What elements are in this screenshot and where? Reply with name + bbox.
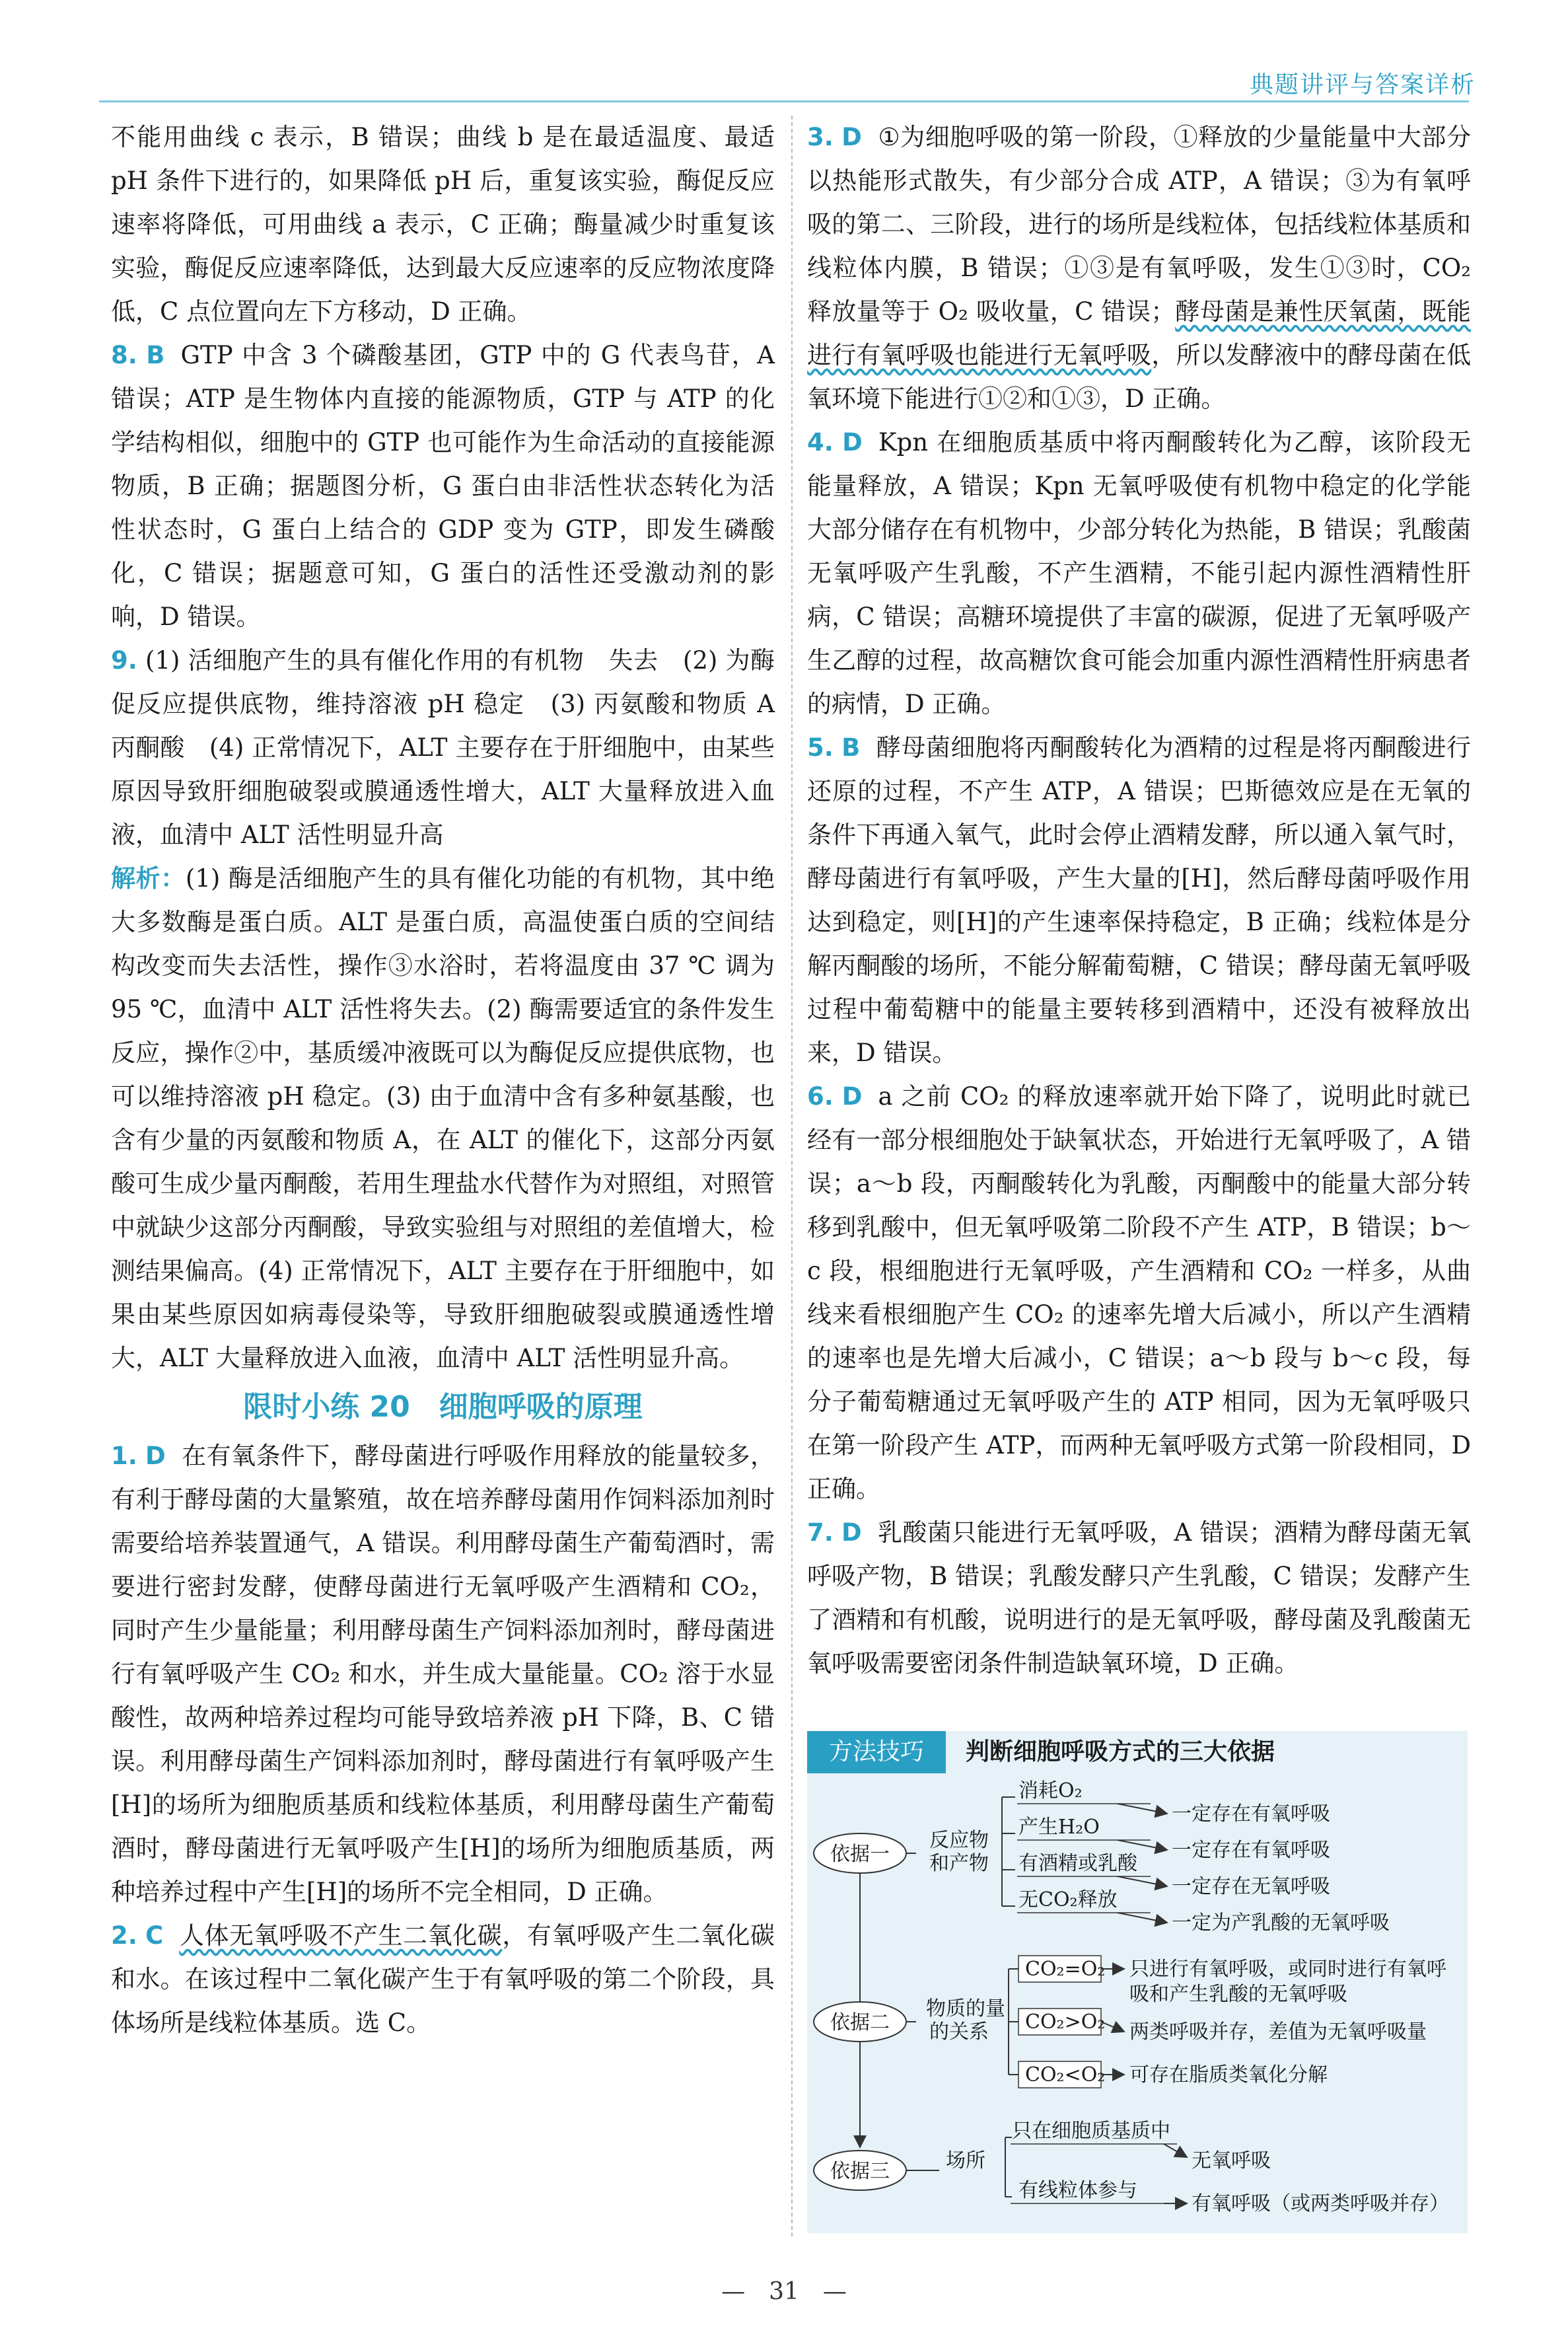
question-number: 9.: [111, 646, 137, 675]
b2-item-0: CO₂=O₂: [1025, 1958, 1106, 1981]
method-title: 判断细胞呼吸方式的三大依据: [966, 1738, 1275, 1765]
answer-text: a 之前 CO₂ 的释放速率就开始下降了，说明此时就已经有一部分根细胞处于缺氧状态，开始进行无氧呼吸了，A 错误；a～b 段，丙酮酸转化为乳酸，丙酮酸中的能量大部分转移到乳酸中，但无氧呼吸第二阶段不产生 ATP，B 错误；b～c 段，根细胞进行无氧呼吸，产生酒精和 CO₂ 一样多，从曲线来看根细胞产生 CO₂ 的速率先增大后减小，所以产生酒精的速率也是先增大后减小，C 错误；a～b 段与 b～c 段，每分子葡萄糖通过无氧呼吸产生的 ATP 相同，因为无氧呼吸只在第一阶段产生 ATP，而两种无氧呼吸方式第一阶段相同，D 正确。: [807, 1082, 1471, 1503]
basis1-bracket: [1002, 1797, 1015, 1906]
answer-7: [807, 1511, 1471, 1685]
analysis-text: (1) 酶是活细胞产生的具有催化功能的有机物，其中绝大多数酶是蛋白质。ALT 是蛋白质，高温使蛋白质的空间结构改变而失去活性，操作③水浴时，若将温度由 37 ℃ 调为 95 ℃，血清中 ALT 活性将失去。(2) 酶需要适宜的条件发生反应，操作②中，基质缓冲液既可以为酶促反应提供底物，也可以维持溶液 pH 稳定。(3) 由于血清中含有多种氨基酸，也含有少量的丙氨酸和物质 A，在 ALT 的催化下，这部分丙氨酸可生成少量丙酮酸，若用生理盐水代替作为对照组，对照管中就缺少这部分丙酮酸，导致实验组与对照组的差值增大，检测结果偏高。(4) 正常情况下，ALT 主要存在于肝细胞中，如果由某些原因如病毒侵染等，导致肝细胞破裂或膜通透性增大，ALT 大量释放进入血液，血清中 ALT 活性明显升高。: [111, 864, 775, 1372]
answer-text: Kpn 在细胞质基质中将丙酮酸转化为乙醇，该阶段无能量释放，A 错误；Kpn 无氧呼吸使有机物中稳定的化学能大部分储存在有机物中，少部分转化为热能，B 错误；乳酸菌无氧呼吸产生乳酸，不产生酒精，不能引起内源性酒精性肝病，C 错误；高糖环境提供了丰富的碳源，促进了无氧呼吸产生乙醇的过程，故高糖饮食可能会加重内源性酒精性肝病患者的病情，D 正确。: [807, 428, 1471, 718]
answer-letter: D: [145, 1442, 166, 1470]
b1-arrow-0: [1118, 1804, 1167, 1814]
basis1-label: 依据一: [830, 1843, 890, 1866]
answer-letter: D: [842, 428, 863, 457]
b3-result-1: 有氧呼吸（或两类呼吸并存）: [1192, 2192, 1449, 2215]
question-number: 6.: [807, 1082, 834, 1111]
question-number: 7.: [807, 1518, 834, 1547]
b1-item-1: 产生H₂O: [1018, 1816, 1100, 1839]
basis3-label: 依据三: [830, 2160, 890, 2183]
method-tips-box: [807, 1731, 1468, 2233]
b1-item-0: 消耗O₂: [1018, 1779, 1083, 1802]
answer-text: ①为细胞呼吸的第一阶段，①释放的少量能量中大部分以热能形式散失，有少部分合成 ATP，A 错误；③为有氧呼吸的第二、三阶段，进行的场所是线粒体，包括线粒体基质和线粒体内膜，B 错误；①③是有氧呼吸，发生①③时，CO₂ 释放量等于 O₂ 吸收量，C 错误；: [807, 123, 1471, 326]
b1-item-2: 有酒精或乳酸: [1018, 1852, 1137, 1875]
left-continuation-paragraph: 不能用曲线 c 表示，B 错误；曲线 b 是在最适温度、最适 pH 条件下进行的，如果降低 pH 后，重复该实验，酶促反应速率将降低，可用曲线 a 表示，C 正确；酶量减少时重复该实验，酶促反应速率降低，达到最大反应速率的反应物浓度降低，C 点位置向左下方移动，D 正确。: [111, 123, 775, 326]
b1-result-1: 一定存在有氧呼吸: [1172, 1839, 1330, 1862]
method-tag: 方法技巧: [807, 1731, 946, 1773]
analysis-9: [111, 857, 775, 1380]
answer-letter: D: [841, 1518, 862, 1547]
respiration-basis-diagram: [807, 1777, 1468, 2227]
question-number: 1.: [111, 1442, 137, 1470]
highlighted-text: 酵母菌是兼性厌氧菌，既能进行有氧呼吸也能进行无氧呼吸: [807, 297, 1472, 369]
right-column: [807, 116, 1471, 1685]
basis2-label: 依据二: [830, 2011, 890, 2034]
b2-result-2: 可存在脂质类氧化分解: [1129, 2063, 1328, 2086]
b1-result-3: 一定为产乳酸的无氧呼吸: [1172, 1911, 1390, 1935]
left-column: [111, 116, 799, 2045]
question-number: 3.: [807, 123, 834, 151]
header-title: 典题讲评与答案详析: [1249, 71, 1476, 98]
b1-arrow-2: [1118, 1876, 1167, 1886]
b1-item-3: 无CO₂释放: [1018, 1888, 1118, 1911]
page-number: — 31 —: [721, 2278, 847, 2305]
b3-item-1: 有线粒体参与: [1018, 2179, 1137, 2202]
answer-1: [111, 1434, 775, 1914]
answer-text: GTP 中含 3 个磷酸基团，GTP 中的 G 代表鸟苷，A 错误；ATP 是生物体内直接的能源物质，GTP 与 ATP 的化学结构相似，细胞中的 GTP 也可能作为生命活动的直接能源物质，B 正确；据题图分析，G 蛋白由非活性状态转化为活性状态时，G 蛋白上结合的 GDP 变为 GTP，即发生磷酸化，C 错误；据题意可知，G 蛋白的活性还受激动剂的影响，D 错误。: [111, 341, 775, 631]
b2-result-0a: 只进行有氧呼吸，或同时进行有氧呼: [1129, 1958, 1446, 1981]
column-divider: [791, 116, 793, 2236]
answer-letter: B: [146, 341, 165, 369]
basis1-sub2: 和产物: [929, 1852, 989, 1875]
question-number: 2.: [111, 1921, 137, 1950]
b1-arrow-1: [1118, 1840, 1167, 1850]
answer-5: [807, 726, 1471, 1075]
basis1-sub1: 反应物: [929, 1829, 989, 1852]
answer-letter: D: [841, 123, 862, 151]
analysis-label: 解析：: [111, 864, 186, 893]
answer-letter: D: [841, 1082, 863, 1111]
answer-2: [111, 1914, 775, 2045]
answer-6: [807, 1075, 1471, 1511]
answer-text-2: ，所以发酵液中的酵母菌在低氧环境下能进行①②和①③，D 正确。: [807, 341, 1472, 413]
answer-text: ，有氧呼吸产生二氧化碳和水。在该过程中二氧化碳产生于有氧呼吸的第二个阶段，具体场所是线粒体基质。选 C。: [111, 1921, 775, 2037]
b2-item-2: CO₂<O₂: [1025, 2063, 1106, 2086]
b1-result-0: 一定存在有氧呼吸: [1172, 1802, 1330, 1826]
answer-3: [807, 116, 1471, 421]
answer-letter: B: [841, 733, 861, 762]
b2-result-0b: 吸和产生乳酸的无氧呼吸: [1129, 1983, 1347, 2006]
answer-text: 酵母菌细胞将丙酮酸转化为酒精的过程是将丙酮酸进行还原的过程，不产生 ATP，A 错误；巴斯德效应是在无氧的条件下再通入氧气，此时会停止酒精发酵，所以通入氧气时，酵母菌进行有氧呼吸，产生大量的[H]，然后酵母菌呼吸作用达到稳定，则[H]的产生速率保持稳定，B 正确；线粒体是分解丙酮酸的场所，不能分解葡萄糖，C 错误；酵母菌无氧呼吸过程中葡萄糖中的能量主要转移到酒精中，还没有被释放出来，D 错误。: [807, 733, 1472, 1067]
answer-4: [807, 421, 1471, 726]
basis3-sub: 场所: [946, 2149, 985, 2172]
answer-text: 乳酸菌只能进行无氧呼吸，A 错误；酒精为酵母菌无氧呼吸产物，B 错误；乳酸发酵只产生乳酸，C 错误；发酵产生了酒精和有机酸，说明进行的是无氧呼吸，酵母菌及乳酸菌无氧呼吸需要密闭条件制造缺氧环境，D 正确。: [807, 1518, 1472, 1678]
b2-item-1: CO₂>O₂: [1025, 2011, 1106, 2034]
b1-result-2: 一定存在无氧呼吸: [1172, 1875, 1330, 1898]
basis2-bracket: [1009, 1969, 1018, 2075]
answer-text: 在有氧条件下，酵母菌进行呼吸作用释放的能量较多，有利于酵母菌的大量繁殖，故在培养酵母菌用作饲料添加剂时需要给培养装置通气，A 错误。利用酵母菌生产葡萄酒时，需要进行密封发酵，使酵母菌进行无氧呼吸产生酒精和 CO₂，同时产生少量能量；利用酵母菌生产饲料添加剂时，酵母菌进行有氧呼吸产生 CO₂ 和水，并生成大量能量。CO₂ 溶于水显酸性，故两种培养过程均可能导致培养液 pH 下降，B、C 错误。利用酵母菌生产饲料添加剂时，酵母菌进行有氧呼吸产生[H]的场所为细胞质基质和线粒体基质，利用酵母菌生产葡萄酒时，酵母菌进行无氧呼吸产生[H]的场所为细胞质基质，两种培养过程中产生[H]的场所不完全相同，D 正确。: [111, 1442, 775, 1906]
basis2-sub2: 的关系: [929, 2020, 989, 2044]
header-rule: [99, 100, 1469, 102]
b2-result-1: 两类呼吸并存，差值为无氧呼吸量: [1129, 2020, 1427, 2044]
b3-result-0: 无氧呼吸: [1192, 2149, 1271, 2172]
highlighted-text: 人体无氧呼吸不产生二氧化碳: [179, 1921, 503, 1950]
question-number: 4.: [807, 428, 834, 457]
b3-arrow-0: [1164, 2144, 1187, 2157]
section-title: 限时小练 20 细胞呼吸的原理: [243, 1390, 643, 1424]
answer-8: [111, 334, 775, 639]
question-number: 5.: [807, 733, 834, 762]
basis3-bracket: [1005, 2137, 1012, 2197]
answer-9: [111, 639, 799, 857]
answer-text: (1) 活细胞产生的具有催化作用的有机物 失去 (2) 为酶促反应提供底物，维持溶液 pH 稳定 (3) 丙氨酸和物质 A 丙酮酸 (4) 正常情况下，ALT 主要存在于肝细胞中，由某些原因导致肝细胞破裂或膜通透性增大，ALT 大量释放进入血液，血清中 ALT 活性明显升高: [111, 646, 799, 849]
basis2-sub1: 物质的量: [926, 1997, 1005, 2020]
question-number: 8.: [111, 341, 137, 369]
b3-item-0: 只在细胞质基质中: [1012, 2120, 1170, 2143]
answer-letter: C: [145, 1921, 164, 1950]
b1-arrow-3: [1118, 1913, 1167, 1923]
